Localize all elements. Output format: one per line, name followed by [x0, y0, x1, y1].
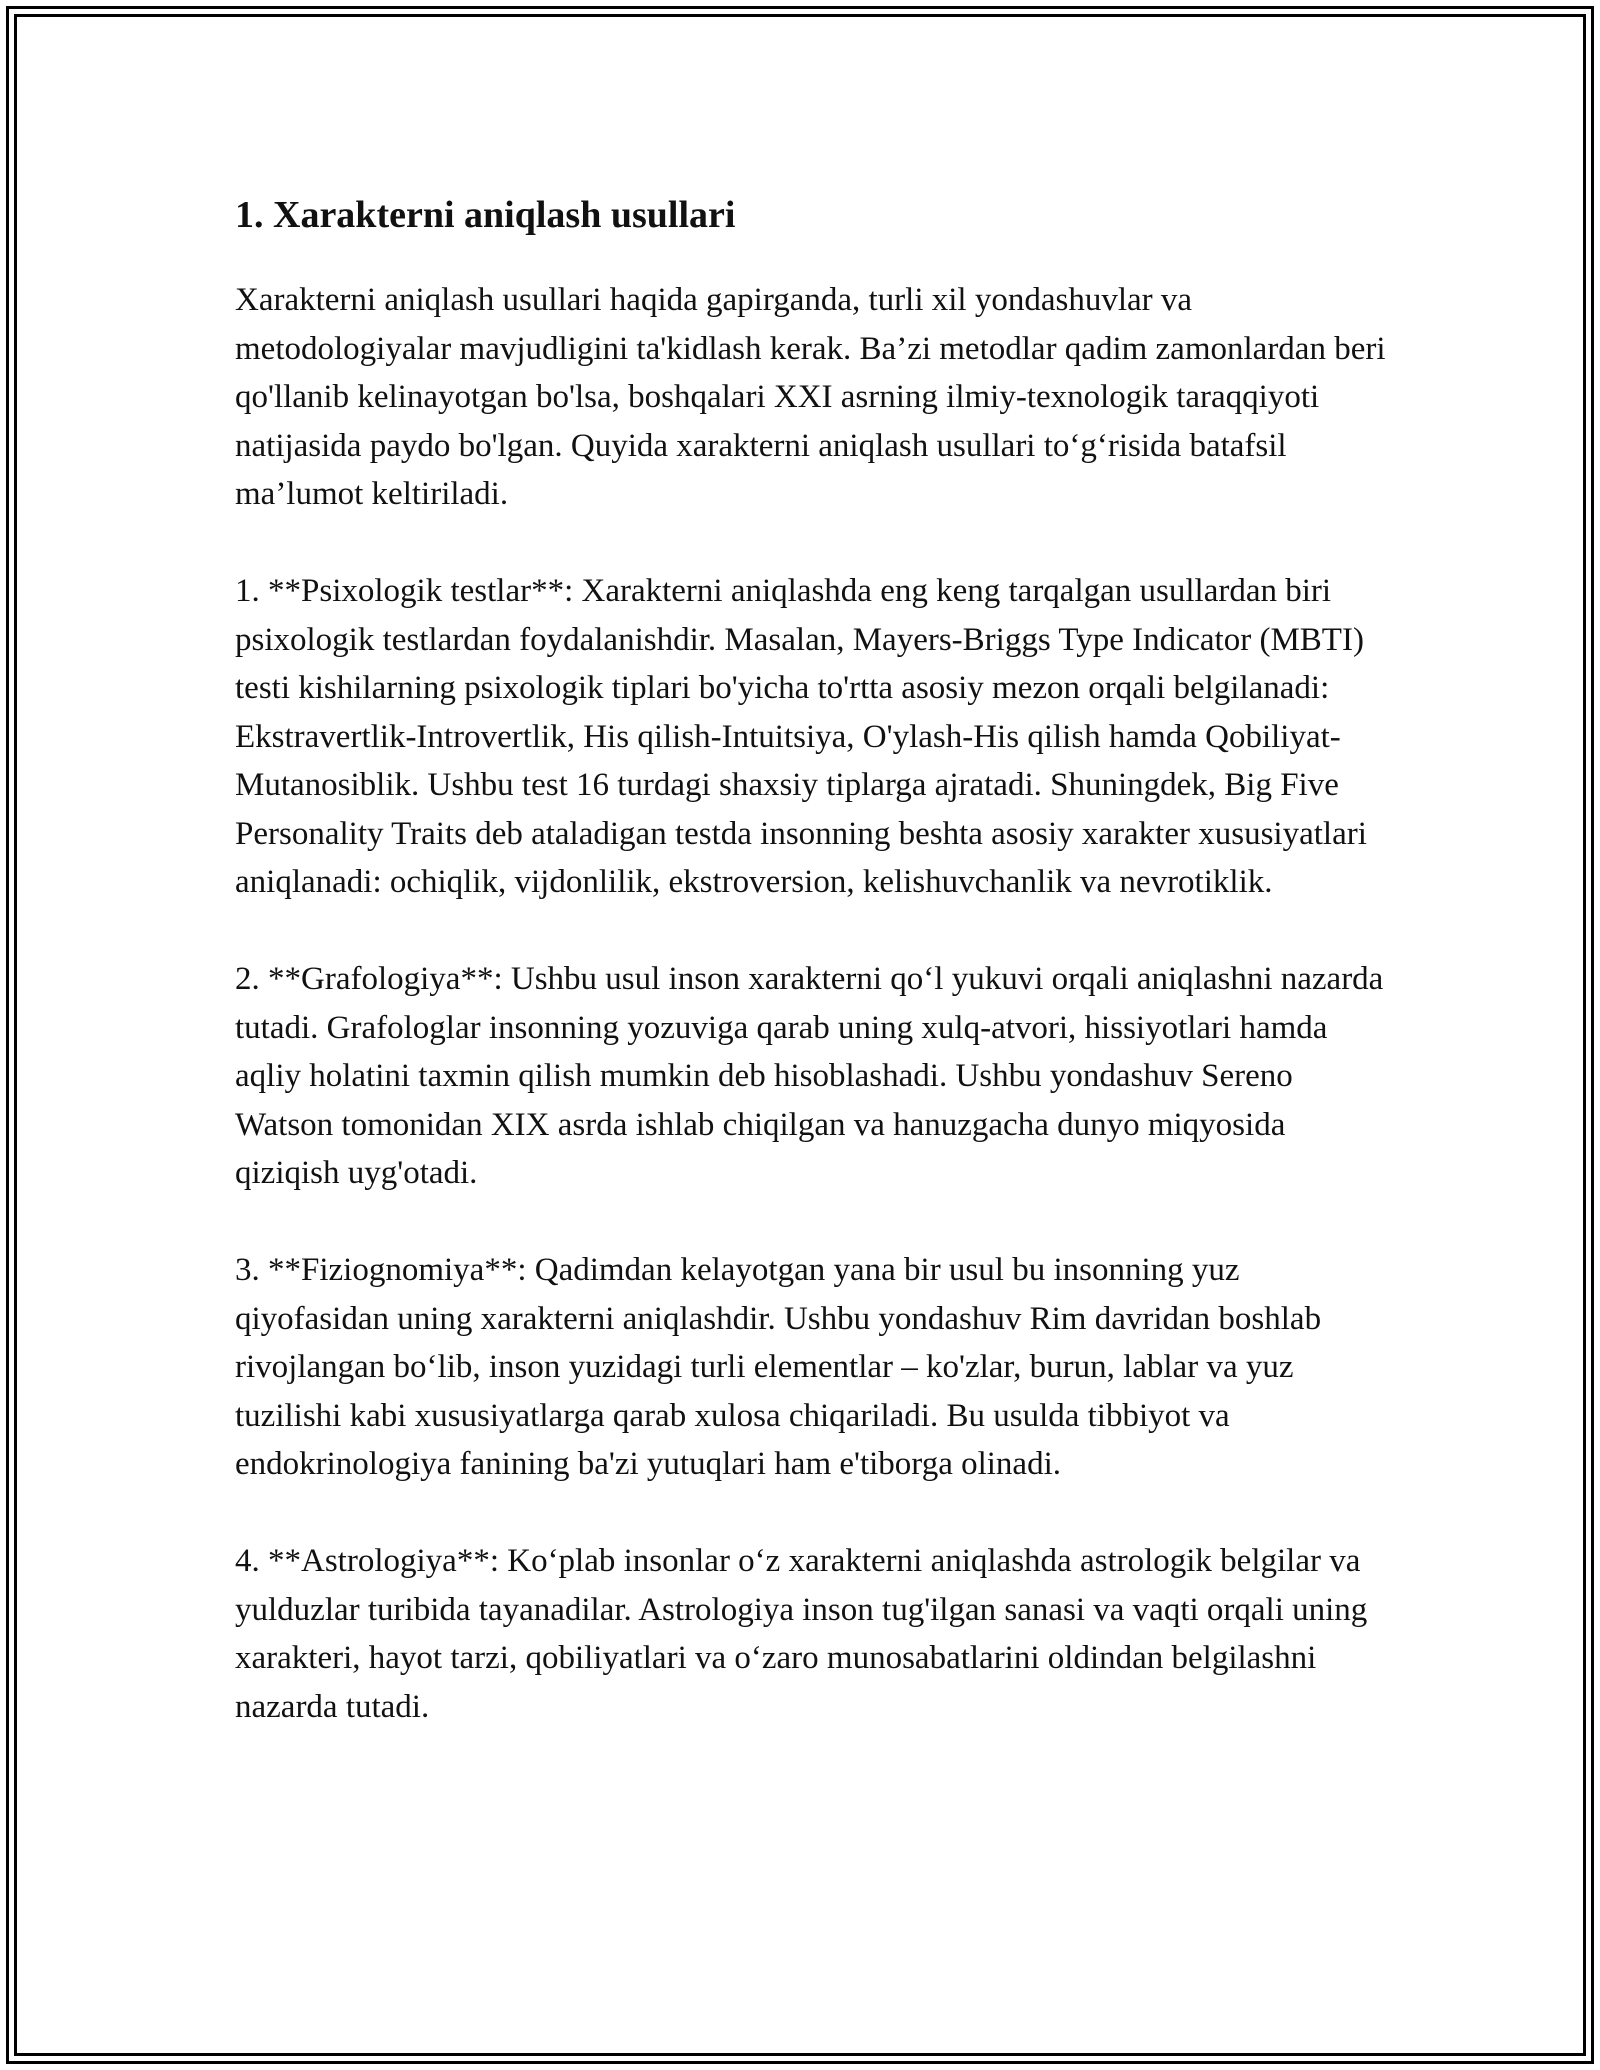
document-body	[235, 180, 1395, 1780]
paragraph-astrology: 4. **Astrologiya**: Ko‘plab insonlar o‘z xarakterni aniqlashda astrologik belgilar va yulduzlar turibida tayanadilar. Astrologiya inson tug'ilgan sanasi va vaqti orqali uning xarakteri, hayot tarzi, qobiliyatlari va o‘zaro munosabatlarini oldindan belgilashni nazarda tutadi.	[235, 1543, 1368, 1725]
intro-paragraph: Xarakterni aniqlash usullari haqida gapirganda, turli xil yondashuvlar va metodologiyalar mavjudligini ta'kidlash kerak. Ba’zi metodlar qadim zamonlardan beri qo'llanib kelinayotgan bo'lsa, boshqalari XXI asrning ilmiy-texnologik taraqqiyoti natijasida paydo bo'lgan. Quyida xarakterni aniqlash usullari to‘g‘risida batafsil ma’lumot keltiriladi.	[235, 282, 1386, 512]
section-heading: 1. Xarakterni aniqlash usullari	[235, 194, 736, 236]
paragraph-psychological-tests: 1. **Psixologik testlar**: Xarakterni aniqlashda eng keng tarqalgan usullardan biri psixologik testlardan foydalanishdir. Masalan, Mayers-Briggs Type Indicator (MBTI) testi kishilarning psixologik tiplari bo'yicha to'rtta asosiy mezon orqali belgilanadi: Ekstravertlik-Introvertlik, His qilish-Intuitsiya, O'ylash-His qilish hamda Qobiliyat-Mutanosiblik. Ushbu test 16 turdagi shaxsiy tiplarga ajratadi. Shuningdek, Big Five Personality Traits deb ataladigan testda insonning beshta asosiy xarakter xususiyatlari aniqlanadi: ochiqlik, vijdonlilik, ekstroversion, kelishuvchanlik va nevrotiklik.	[235, 573, 1367, 900]
paragraph-graphology: 2. **Grafologiya**: Ushbu usul inson xarakterni qo‘l yukuvi orqali aniqlashni nazarda tutadi. Grafologlar insonning yozuviga qarab uning xulq-atvori, hissiyotlari hamda aqliy holatini taxmin qilish mumkin deb hisoblashadi. Ushbu yondashuv Sereno Watson tomonidan XIX asrda ishlab chiqilgan va hanuzgacha dunyo miqyosida qiziqish uyg'otadi.	[235, 961, 1384, 1191]
paragraph-physiognomy: 3. **Fiziognomiya**: Qadimdan kelayotgan yana bir usul bu insonning yuz qiyofasidan uning xarakterni aniqlashdir. Ushbu yondashuv Rim davridan boshlab rivojlangan bo‘lib, inson yuzidagi turli elementlar – ko'zlar, burun, lablar va yuz tuzilishi kabi xususiyatlarga qarab xulosa chiqariladi. Bu usulda tibbiyot va endokrinologiya fanining ba'zi yutuqlari ham e'tiborga olinadi.	[235, 1252, 1322, 1482]
